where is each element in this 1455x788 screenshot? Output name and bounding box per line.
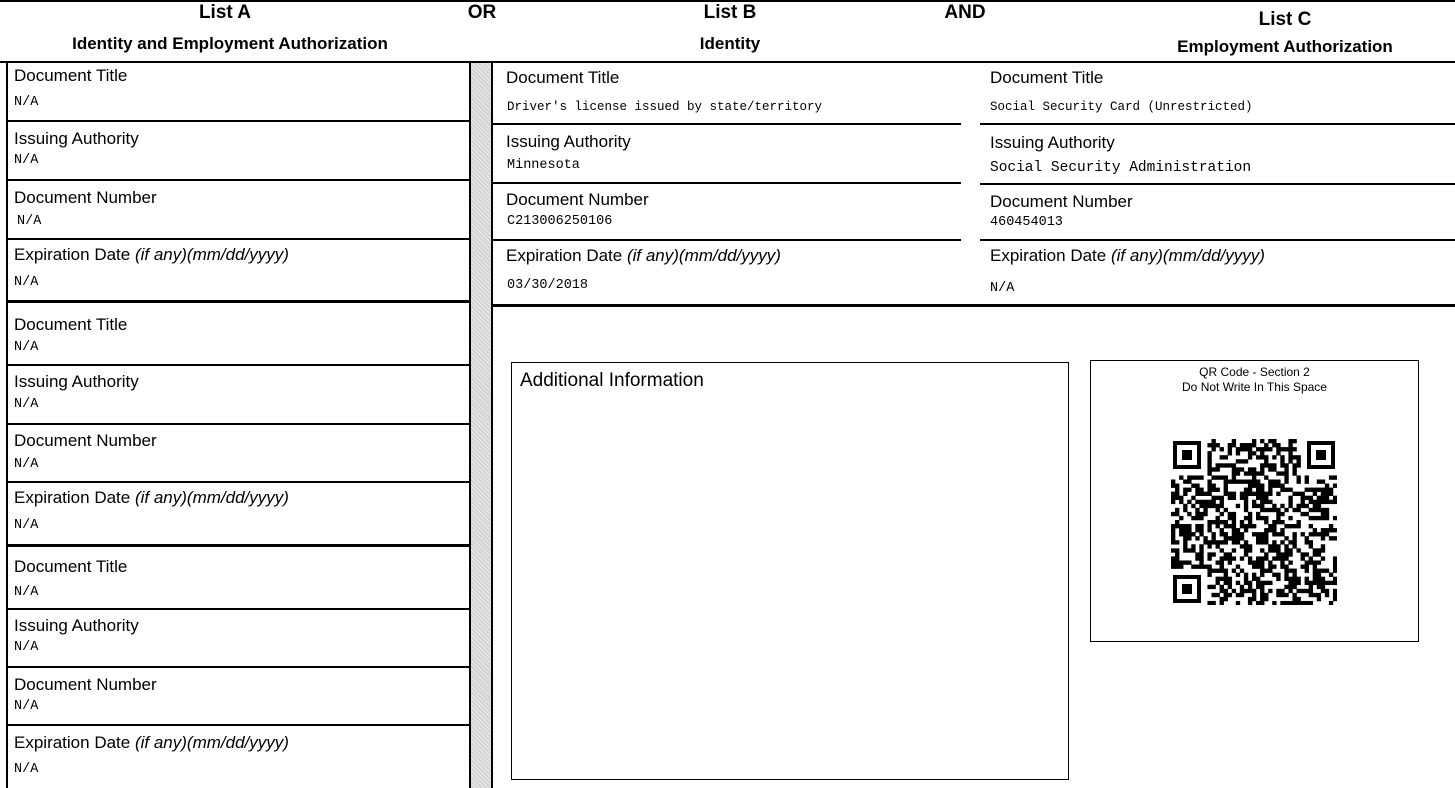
list-a-3-document-title-label: Document Title [14,557,128,576]
list-b-expiration-date-value: 03/30/2018 [507,278,589,293]
qr-caption-line1: QR Code - Section 2 [1199,365,1310,379]
list-c-expiration-date-value: N/A [990,281,1015,296]
list-c-expiration-date-label [990,246,1265,266]
list-a-subtitle: Identity and Employment Authorization [72,34,388,53]
expiration-date-hint: (if any)(mm/dd/yyyy) [134,245,289,264]
list-a-1-expiration-date-value: N/A [14,275,39,290]
qr-code-icon [1171,439,1337,605]
qr-code-box [1090,360,1419,642]
list-a-2-expiration-date-value: N/A [14,518,39,533]
list-c-document-title-value: Social Security Card (Unrestricted) [990,100,1253,114]
list-a-1-expiration-date-label [14,245,289,265]
list-c-document-number-label: Document Number [990,192,1133,211]
additional-information-box[interactable] [511,362,1069,780]
list-a-2-document-title-value: N/A [14,340,39,355]
list-a-3-expiration-date-label [14,733,289,753]
list-a-3-issuing-authority-label: Issuing Authority [14,616,139,635]
list-a-3-issuing-authority-value: N/A [14,640,39,655]
list-a-2-issuing-authority-value: N/A [14,397,39,412]
or-label: OR [467,2,497,23]
separator-shaded-column [471,63,491,788]
left-border [6,61,8,788]
list-a-1-document-number-label: Document Number [14,188,157,207]
list-a-2-document-title-label: Document Title [14,315,128,334]
list-b-document-title-value: Driver's license issued by state/territory [507,100,823,114]
list-b-document-number-label: Document Number [506,190,649,209]
list-a-title: List A [198,2,252,23]
list-b-title: List B [703,2,757,23]
list-a-1-document-number-value: N/A [17,214,42,229]
list-a-3-expiration-date-value: N/A [14,762,39,777]
expiration-date-text: Expiration Date [506,246,627,265]
list-b-left-border [491,61,493,788]
list-a-2-document-number-value: N/A [14,457,39,472]
list-b-expiration-date-label [506,246,781,266]
list-b-issuing-authority-value: Minnesota [507,158,580,173]
list-b-document-title-label: Document Title [506,68,620,87]
additional-information-label: Additional Information [520,370,704,391]
list-c-issuing-authority-value: Social Security Administration [990,160,1252,176]
list-a-3-document-number-label: Document Number [14,675,157,694]
list-a-1-document-title-value: N/A [14,95,39,110]
qr-caption-line2: Do Not Write In This Space [1182,380,1327,394]
list-a-2-expiration-date-label [14,488,289,508]
expiration-date-hint: (if any)(mm/dd/yyyy) [1110,246,1265,265]
expiration-date-text: Expiration Date [990,246,1111,265]
and-label: AND [944,2,986,23]
list-c-title: List C [1258,9,1312,30]
list-b-subtitle: Identity [699,34,761,53]
list-a-3-document-number-value: N/A [14,699,39,714]
list-a-1-issuing-authority-value: N/A [14,153,39,168]
list-a-3-document-title-value: N/A [14,585,39,600]
expiration-date-text: Expiration Date [14,488,135,507]
list-a-1-document-title-label: Document Title [14,66,128,85]
expiration-date-hint: (if any)(mm/dd/yyyy) [626,246,781,265]
list-b-issuing-authority-label: Issuing Authority [506,132,631,151]
list-b-document-number-value: C213006250106 [507,214,613,229]
list-a-right-border [469,61,471,788]
list-a-2-issuing-authority-label: Issuing Authority [14,372,139,391]
list-a-2-document-number-label: Document Number [14,431,157,450]
list-c-document-number-value: 460454013 [990,215,1063,230]
list-c-issuing-authority-label: Issuing Authority [990,133,1115,152]
expiration-date-hint: (if any)(mm/dd/yyyy) [134,733,289,752]
expiration-date-text: Expiration Date [14,733,135,752]
expiration-date-text: Expiration Date [14,245,135,264]
list-a-1-issuing-authority-label: Issuing Authority [14,129,139,148]
list-c-subtitle: Employment Authorization [1177,37,1393,56]
list-c-document-title-label: Document Title [990,68,1104,87]
expiration-date-hint: (if any)(mm/dd/yyyy) [134,488,289,507]
